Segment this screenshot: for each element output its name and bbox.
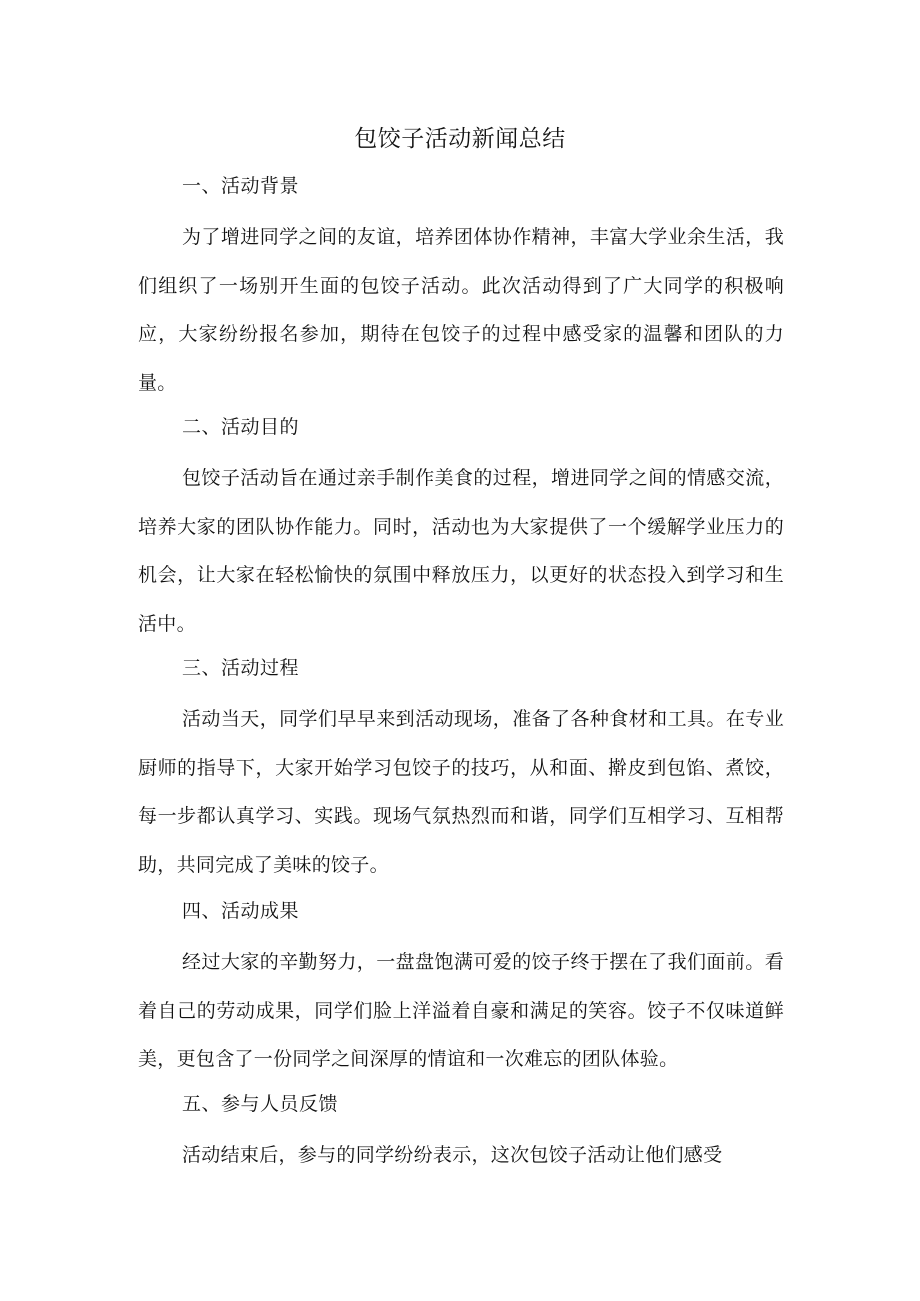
section-heading-background: 一、活动背景 <box>182 175 300 197</box>
section-body-feedback: 活动结束后，参与的同学纷纷表示，这次包饺子活动让他们感受 <box>182 1144 723 1166</box>
section-heading-feedback: 五、参与人员反馈 <box>182 1093 339 1115</box>
section-body-purpose: 包饺子活动旨在通过亲手制作美食的过程，增进同学之间的情感交流，培养大家的团队协作能力。同时，活动也为大家提供了一个缓解学业压力的机会，让大家在轻松愉快的氛围中释放压力，以更好的状态投入到学习和生活中。 <box>138 467 784 635</box>
section-heading-purpose: 二、活动目的 <box>182 416 300 438</box>
section-heading-results: 四、活动成果 <box>182 900 300 922</box>
section-body-process: 活动当天，同学们早早来到活动现场，准备了各种食材和工具。在专业厨师的指导下，大家开始学习包饺子的技巧，从和面、擀皮到包馅、煮饺，每一步都认真学习、实践。现场气氛热烈而和谐，同学们互相学习、互相帮助，共同完成了美味的饺子。 <box>138 708 784 876</box>
document-title: 包饺子活动新闻总结 <box>354 126 566 152</box>
section-heading-process: 三、活动过程 <box>182 657 300 679</box>
section-body-results: 经过大家的辛勤努力，一盘盘饱满可爱的饺子终于摆在了我们面前。看着自己的劳动成果，同学们脸上洋溢着自豪和满足的笑容。饺子不仅味道鲜美，更包含了一份同学之间深厚的情谊和一次难忘的团队体验。 <box>138 951 784 1070</box>
section-body-background: 为了增进同学之间的友谊，培养团体协作精神，丰富大学业余生活，我们组织了一场别开生面的包饺子活动。此次活动得到了广大同学的积极响应，大家纷纷报名参加，期待在包饺子的过程中感受家的温馨和团队的力量。 <box>138 226 784 394</box>
